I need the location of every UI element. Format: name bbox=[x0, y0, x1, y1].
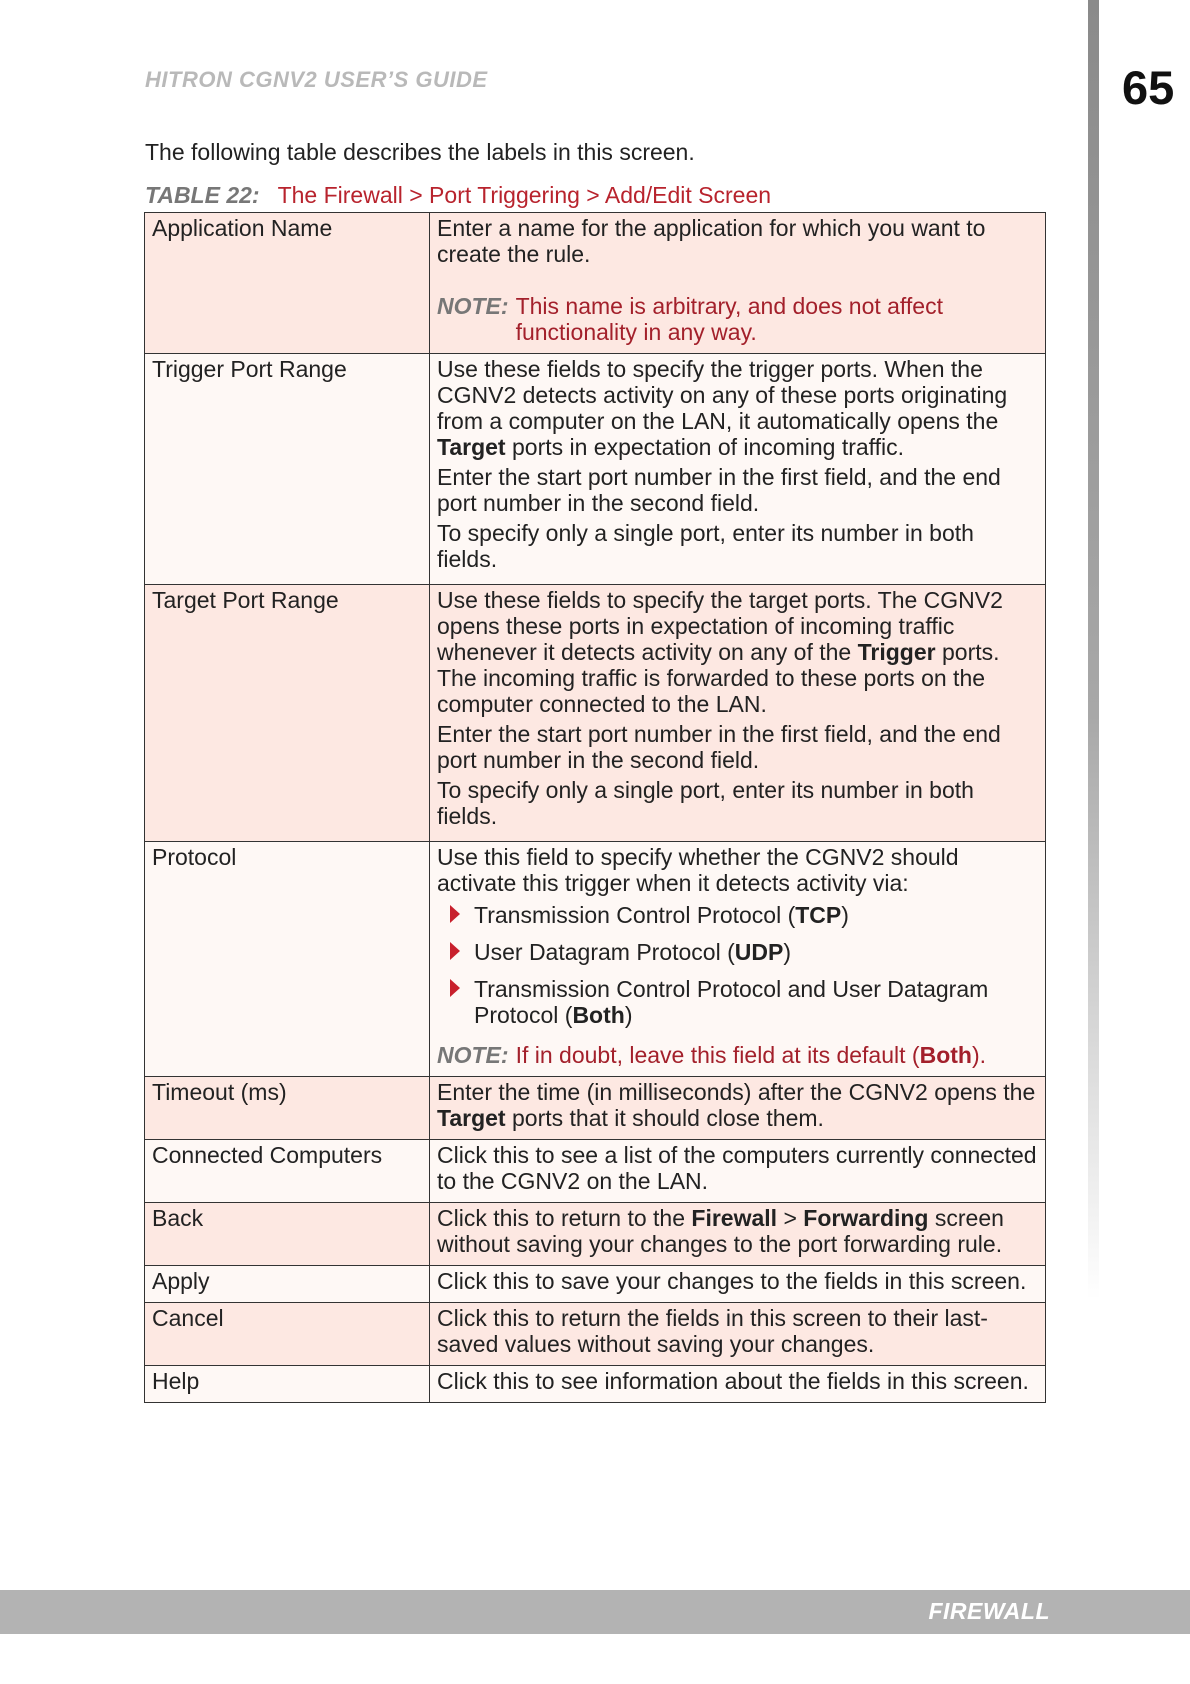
table-row bbox=[145, 585, 1046, 842]
row-label: Trigger Port Range bbox=[145, 354, 430, 585]
list-item: Transmission Control Protocol (TCP) bbox=[437, 902, 1038, 928]
table-caption bbox=[145, 182, 771, 209]
description-text: To specify only a single port, enter its number in both fields. bbox=[437, 520, 974, 572]
description-text: Enter the start port number in the first field, and the end port number in the second field. bbox=[437, 464, 1001, 516]
row-label: Help bbox=[145, 1366, 430, 1403]
description-text: Use these fields to specify the trigger ports. When the CGNV2 detects activity on any of these ports originating from a computer on the LAN, it automatically opens the Target ports in expectation of incoming traffic. bbox=[437, 356, 1008, 460]
bullet-arrow-icon bbox=[450, 905, 460, 923]
row-label: Back bbox=[145, 1203, 430, 1266]
description-text: Enter a name for the application for which you want to create the rule. bbox=[437, 215, 986, 267]
table-row bbox=[145, 1203, 1046, 1266]
table-row bbox=[145, 1077, 1046, 1140]
row-label: Apply bbox=[145, 1266, 430, 1303]
note-label: NOTE: bbox=[437, 1042, 509, 1068]
row-description: Click this to return to the Firewall > Forwarding screen without saving your changes to the port forwarding rule. bbox=[430, 1203, 1046, 1266]
guide-title: HITRON CGNV2 USER’S GUIDE bbox=[145, 67, 488, 92]
table-row bbox=[145, 1266, 1046, 1303]
table-row bbox=[145, 213, 1046, 354]
row-label: Application Name bbox=[145, 213, 430, 354]
row-label: Target Port Range bbox=[145, 585, 430, 842]
bullet-arrow-icon bbox=[450, 979, 460, 997]
table-row bbox=[145, 1366, 1046, 1403]
description-text: Use these fields to specify the target ports. The CGNV2 opens these ports in expectation of incoming traffic whenever it detects activity on any of the Trigger ports. The incoming traffic is forwarded to these ports on the computer connected to the LAN. bbox=[437, 587, 1003, 717]
description-text: Use this field to specify whether the CGNV2 should activate this trigger when it detects activity via: bbox=[437, 844, 959, 896]
list-item: Transmission Control Protocol and User Datagram Protocol (Both) bbox=[437, 976, 1038, 1028]
table-row bbox=[145, 1140, 1046, 1203]
intro-text: The following table describes the labels in this screen. bbox=[145, 139, 695, 165]
note bbox=[437, 293, 1038, 345]
description-text: Enter the start port number in the first field, and the end port number in the second field. bbox=[437, 721, 1001, 773]
table-row bbox=[145, 1303, 1046, 1366]
bullet-arrow-icon bbox=[450, 942, 460, 960]
table-caption-label: TABLE 22: bbox=[145, 182, 260, 208]
row-description: Click this to see a list of the computers currently connected to the CGNV2 on the LAN. bbox=[430, 1140, 1046, 1203]
table-row bbox=[145, 354, 1046, 585]
table-row bbox=[145, 842, 1046, 1077]
list-item: User Datagram Protocol (UDP) bbox=[437, 939, 1038, 965]
protocol-list bbox=[437, 902, 1038, 1028]
row-description bbox=[430, 842, 1046, 1077]
row-description bbox=[430, 354, 1046, 585]
row-label: Cancel bbox=[145, 1303, 430, 1366]
table-caption-title: The Firewall > Port Triggering > Add/Edit Screen bbox=[277, 182, 772, 208]
side-gradient-bar bbox=[1088, 0, 1099, 1300]
row-description bbox=[430, 585, 1046, 842]
row-label: Timeout (ms) bbox=[145, 1077, 430, 1140]
row-description: Click this to see information about the fields in this screen. bbox=[430, 1366, 1046, 1403]
row-description: Enter the time (in milliseconds) after the CGNV2 opens the Target ports that it should close them. bbox=[430, 1077, 1046, 1140]
labels-table bbox=[144, 212, 1046, 1403]
row-description: Click this to save your changes to the fields in this screen. bbox=[430, 1266, 1046, 1303]
note-text: If in doubt, leave this field at its default (Both). bbox=[515, 1042, 987, 1068]
footer-bar bbox=[0, 1590, 1190, 1634]
description-text: To specify only a single port, enter its number in both fields. bbox=[437, 777, 974, 829]
row-description: Click this to return the fields in this screen to their last-saved values without saving your changes. bbox=[430, 1303, 1046, 1366]
row-label: Connected Computers bbox=[145, 1140, 430, 1203]
note bbox=[437, 1042, 1038, 1068]
page-number: 65 bbox=[1122, 61, 1175, 114]
row-description bbox=[430, 213, 1046, 354]
note-text: This name is arbitrary, and does not affect functionality in any way. bbox=[515, 293, 943, 345]
section-name: FIREWALL bbox=[928, 1598, 1050, 1624]
note-label: NOTE: bbox=[437, 293, 509, 319]
row-label: Protocol bbox=[145, 842, 430, 1077]
